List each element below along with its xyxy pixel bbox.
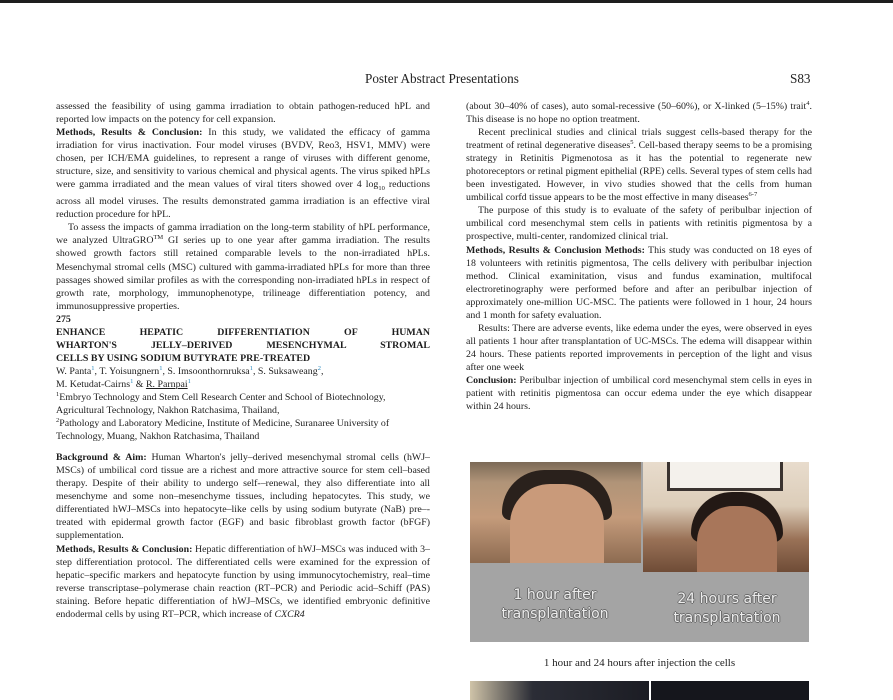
section-label: Conclusion: [466, 374, 517, 386]
figure-caption: 1 hour and 24 hours after injection the cells [543, 657, 736, 669]
paragraph: Methods, Results & Conclusion Methods: This study was conducted on 18 eyes of 18 volunteers with retinitis pigmentosa, The cells delivery with peribulbar injection method. Clinical examinitation, visus and fundus examination, multifocal electroretinography were performed before and after an peribulbar injection of approximately one-million UC-MSC. The patients were followed in 1 hour, 24 hours and 1 month for safety evaluation. [466, 244, 812, 321]
running-head: Poster Abstract Presentations [365, 71, 519, 86]
figure-panel [470, 462, 809, 642]
panel-label-1-hour: 1 hour after transplantation [501, 587, 609, 622]
section-label: Methods, Results & Conclusion: [56, 543, 193, 555]
paragraph: Recent preclinical studies and clinical trials suggest cells-based therapy for the treatment of retinal degenerative diseases$^5$. Cell-based therapy seems to be a promising strategy in Retinitis Pigmenotosa as it has the potential to regenerate new photoreceptors or retinal pigment epithelial (RPE) cells. Several types of stem cells had been investigated. However, in vivo studies showed that the cells from human umbilical corfd tissue appears to be the most effective in many diseases$^{6-7}$ [466, 127, 812, 204]
paragraph: To assess the impacts of gamma irradiation on the long-term stability of hPL performance, we analyzed UltraGRO™ GI series up to one year after gamma irradiation. The results showed growth factors still retained comparable levels to the non-irradiated hPLs. Mesenchymal stromal cells (MSC) cultured with gamma-irradiated hPLs for more than three passages showed similar profiles as with the corresponding non-irradiated hPLs in respect of growth rate, morphology, immunophenotype, trilineage differentiation potency, and immunosuppressive properties. [56, 222, 430, 312]
second-figure-panel [470, 681, 809, 700]
abstract-title-line: ENHANCE HEPATIC DIFFERENTIATION OF HUMAN [56, 326, 430, 338]
section-label: Background & Aim: [56, 452, 147, 464]
paragraph: assessed the feasibility of using gamma irradiation to obtain pathogen-reduced hPL and reported low impacts on the potency for cell expansion. [56, 101, 430, 126]
presenting-author: R. Parnpai [145, 378, 188, 390]
paragraph: Methods, Results & Conclusion: In this study, we validated the efficacy of gamma irradiation for virus inactivation. Four model viruses (BVDV, Reo3, HSV1, MMV) were chosen, per ICH/EMA guidelines, to represent a range of viruses with different genome, structure, size, and sensitivity to various chemical and physical agents. The virus spiked hPLs were gamma irradiated and the mean values of viral titers showed over 4 $\log_{10}$ reductions across all model viruses. The results demonstrated gamma irradiation is an effective viral reduction procedure for hPL. [56, 127, 430, 221]
page-number: S83 [790, 71, 811, 86]
abstract-title-line: WHARTON'S JELLY–DERIVED MESENCHYMAL STROMAL [56, 339, 430, 351]
patient-photo [470, 681, 649, 700]
author-list: W. Panta$^1$, T. Yoisungnern$^1$, S. Imsoonthornruksa$^1$, S. Suksaweang$^2$, M. Ketudat-Cairns$^1$ & R. Parnpai$^1$ [56, 364, 324, 390]
patient-photo-1-hour [470, 462, 641, 563]
author: S. Suksaweang [257, 365, 318, 377]
abstract-number: 275 [56, 313, 71, 325]
paragraph: Background & Aim: Human Wharton's jelly–derived mesenchymal stromal cells (hWJ–MSCs) of umbilical cord tissue are a richest and more attractive source for stem cell–based therapy. Despite of their ability to undergo self-–renewal, they also differentiate into all mesenchyme and some non–mesenchyme tissues, including hepatocytes. This study, we differentiated hWJ–MSCs into hepatocyte–like cells by using sodium butyrate (NaB) pre–-treated with epidermal growth factor (EGF) and basic fibroblast growth factor (bFGF) supplementation. [56, 452, 430, 542]
abstract-title-line: CELLS BY USING SODIUM BUTYRATE PRE-TREATED [56, 352, 311, 364]
patient-photo [651, 681, 809, 700]
paragraph: Results: There are adverse events, like edema under the eyes, were observed in eyes all patients 1 hour after transplantation of UC-MSCs. The edema will disappear within 24 hours. These patients reported improvements in perception of the light and visus after one week [466, 322, 812, 373]
section-label: Methods, Results & Conclusion: [56, 127, 203, 139]
author: T. Yoisungnern [99, 365, 160, 377]
paragraph: Conclusion: Peribulbar injection of umbilical cord mesenchymal stem cells in eyes in patient with retinitis pigmentosa can occur edema under the eye which disappear within 24 hours. [466, 374, 812, 413]
paragraph: Methods, Results & Conclusion: Hepatic differentiation of hWJ–MSCs was induced with 3–step differentiation protocol. The differentiated cells were examined for the expression of hepatic–specific markers and hepatocyte function by using immunocytochemistry, real–time reverse transcriptase–polymerase chain reaction (RT–PCR) and Periodic acid–Schiff (PAS) staining. Before hepatic differentiation of hWJ–MSCs, we identified embryonic definitive endodermal cells by using RT–PCR, which increase of CXCR4 [56, 543, 430, 620]
affiliation: $^2$Pathology and Laboratory Medicine, Institute of Medicine, Suranaree University of Technology, Muang, Nakhon Ratchasima, Thailand [56, 417, 390, 443]
viewer-top-bar [0, 0, 893, 3]
patient-photo-24-hours [643, 462, 809, 572]
left-column [56, 100, 430, 621]
panel-label-24-hours: 24 hours after transplantation [673, 591, 781, 626]
author: M. Ketudat-Cairns [56, 378, 131, 390]
paragraph: The purpose of this study is to evaluate of the safety of peribulbar injection of umbilical cord mesenchymal stem cells in patients with retinitis pigmentosa by a prospective, multi-center, randomized clinical trial. [466, 205, 812, 243]
right-column [466, 100, 812, 413]
author: W. Panta [56, 365, 92, 377]
paragraph: (about 30–40% of cases), auto somal-recessive (50–60%), or X-linked (5–15%) trait$^4$. This disease is no hope no option treatment. [466, 100, 812, 126]
section-label: Methods, Results & Conclusion Methods: [466, 244, 645, 256]
author: S. Imsoonthornruksa [167, 365, 250, 377]
affiliation: $^1$Embryo Technology and Stem Cell Research Center and School of Biotechnology, Agricultural Technology, Nakhon Ratchasima, Thailand, [56, 391, 386, 417]
